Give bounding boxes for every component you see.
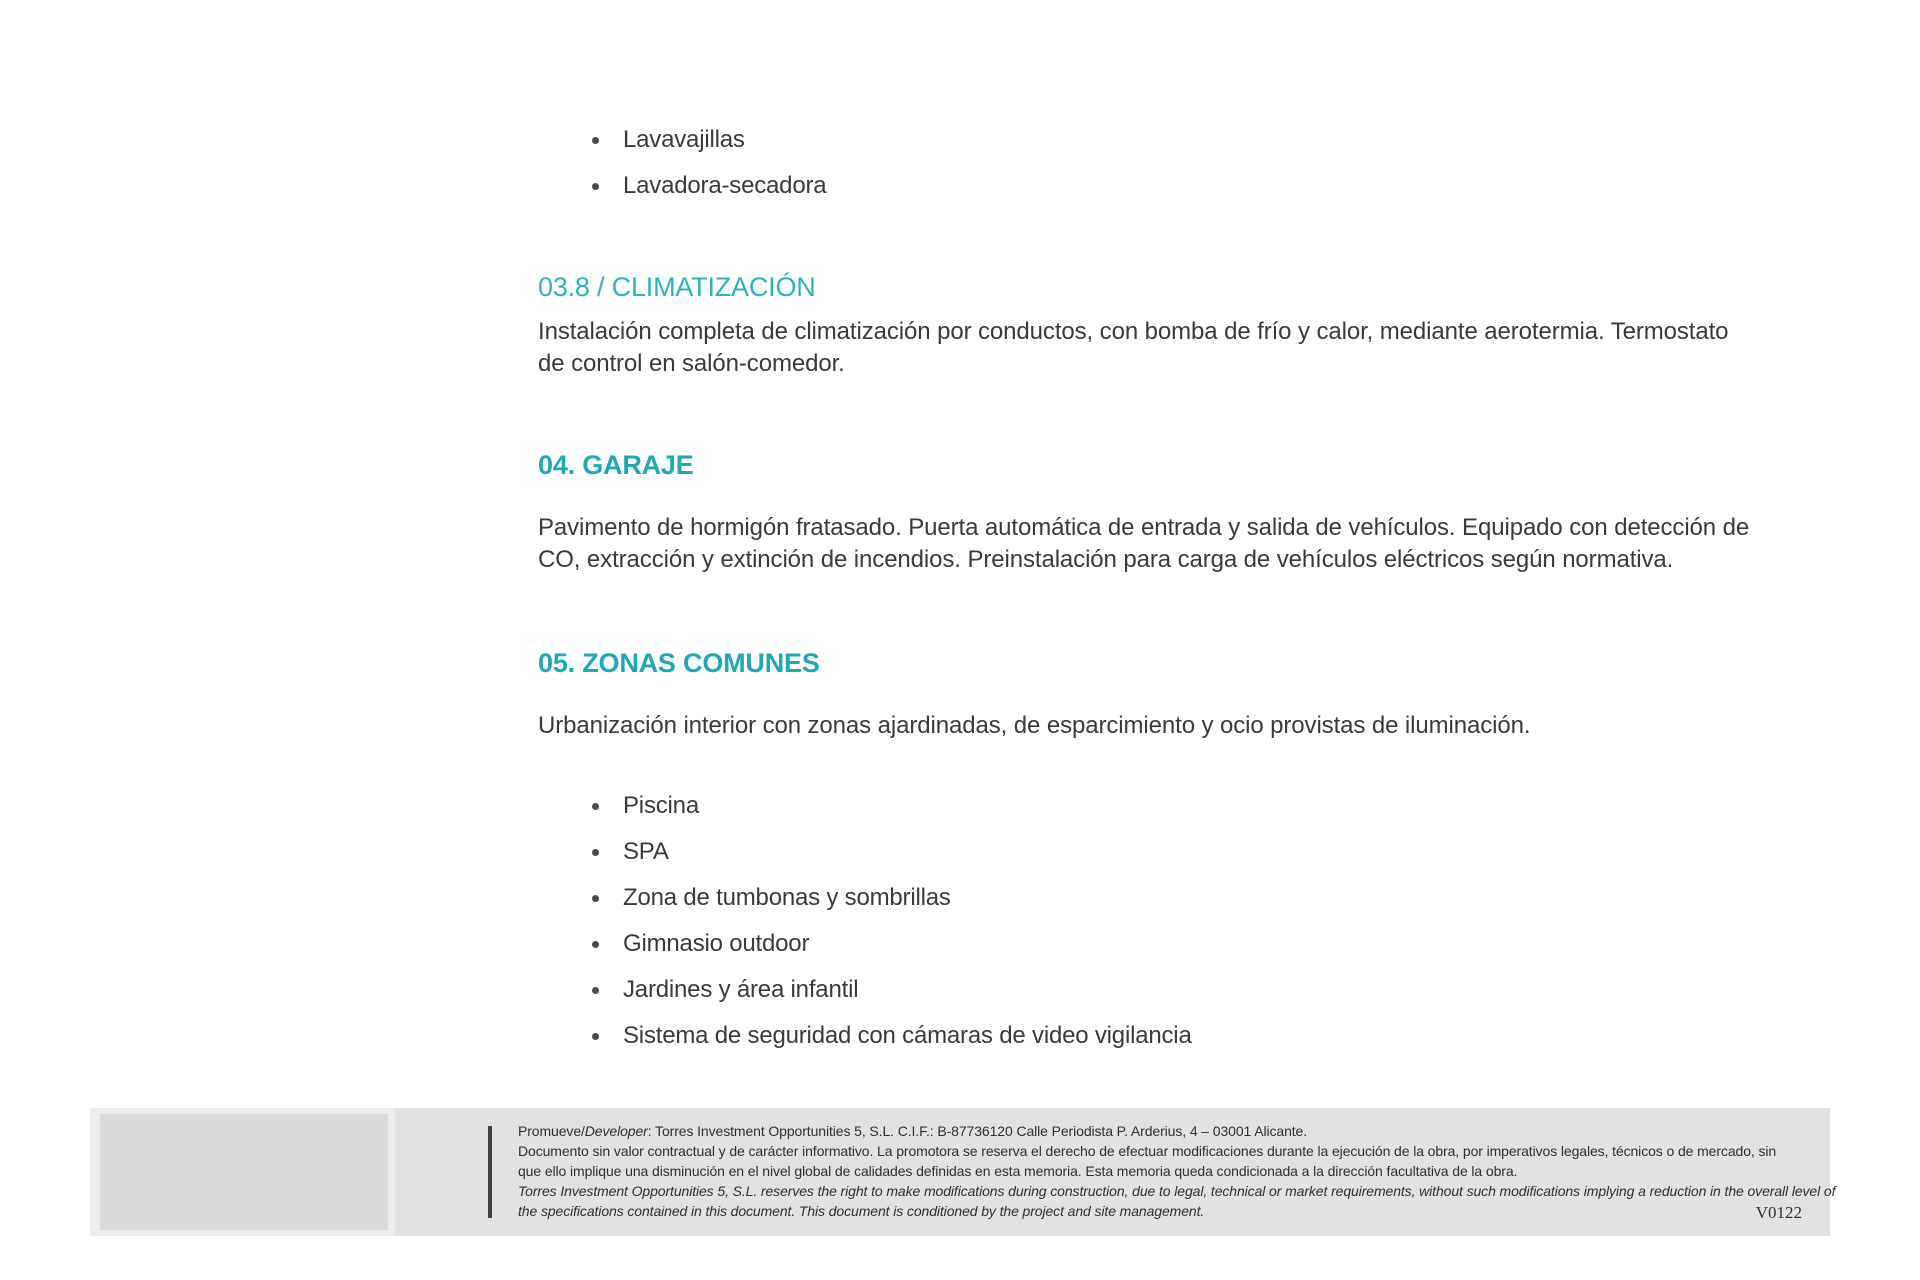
section-body-garaje (538, 512, 1749, 576)
list-item: Lavadora-secadora (592, 172, 826, 200)
body-line: CO, extracción y extinción de incendios. Preinstalación para carga de vehículos eléctricos según normativa. (538, 546, 1674, 573)
body-line: Instalación completa de climatización por conductos, con bomba de frío y calor, mediante aerotermia. Termostato (538, 318, 1729, 345)
footer-logo-placeholder (100, 1114, 388, 1230)
section-body-climatizacion (538, 316, 1728, 380)
appliances-list (592, 126, 826, 218)
footer-disclaimer-es: Documento sin valor contractual y de carácter informativo. La promotora se reserva el derecho de efectuar modificaciones durante la ejecución de la obra, por imperativos legales, técnicos o de mercado, sin (518, 1143, 1777, 1159)
section-body-zonas-comunes (538, 710, 1530, 742)
list-item: Lavavajillas (592, 126, 826, 154)
list-item: Jardines y área infantil (592, 976, 1192, 1004)
list-item: Sistema de seguridad con cámaras de video vigilancia (592, 1022, 1192, 1050)
footer-legal-panel (395, 1108, 1836, 1236)
list-item: Piscina (592, 792, 1192, 820)
body-line: Urbanización interior con zonas ajardinadas, de esparcimiento y ocio provistas de iluminación. (538, 712, 1531, 739)
list-item: Zona de tumbonas y sombrillas (592, 884, 1192, 912)
common-areas-list (592, 792, 1192, 1068)
footer-disclaimer-es: que ello implique una disminución en el nivel global de calidades definidas en esta memoria. Esta memoria queda condicionada a la dirección facultativa de la obra. (518, 1163, 1518, 1179)
footer-legal-text (518, 1121, 1835, 1221)
footer-divider (488, 1126, 492, 1218)
version-code: V0122 (1755, 1203, 1802, 1222)
footer-developer-line: Promueve/Developer: Torres Investment Opportunities 5, S.L. C.I.F.: B-87736120 Calle Periodista P. Arderius, 4 – 03001 Alicante. (518, 1123, 1308, 1139)
section-heading-zonas-comunes: 05. ZONAS COMUNES (538, 648, 820, 678)
section-heading-garaje: 04. GARAJE (538, 450, 694, 480)
footer-bar (90, 1108, 1836, 1236)
list-item: Gimnasio outdoor (592, 930, 1192, 958)
list-item: SPA (592, 838, 1192, 866)
body-line: de control en salón-comedor. (538, 350, 845, 377)
footer-disclaimer-en: Torres Investment Opportunities 5, S.L. reserves the right to make modifications during construction, due to legal, technical or market requirements, without such modifications implying a reduction in the overall level of (518, 1183, 1836, 1199)
footer-disclaimer-en: the specifications contained in this document. This document is conditioned by the project and site management. (518, 1203, 1205, 1219)
section-heading-climatizacion: 03.8 / CLIMATIZACIÓN (538, 272, 816, 302)
body-line: Pavimento de hormigón fratasado. Puerta automática de entrada y salida de vehículos. Equipado con detección de (538, 514, 1750, 541)
